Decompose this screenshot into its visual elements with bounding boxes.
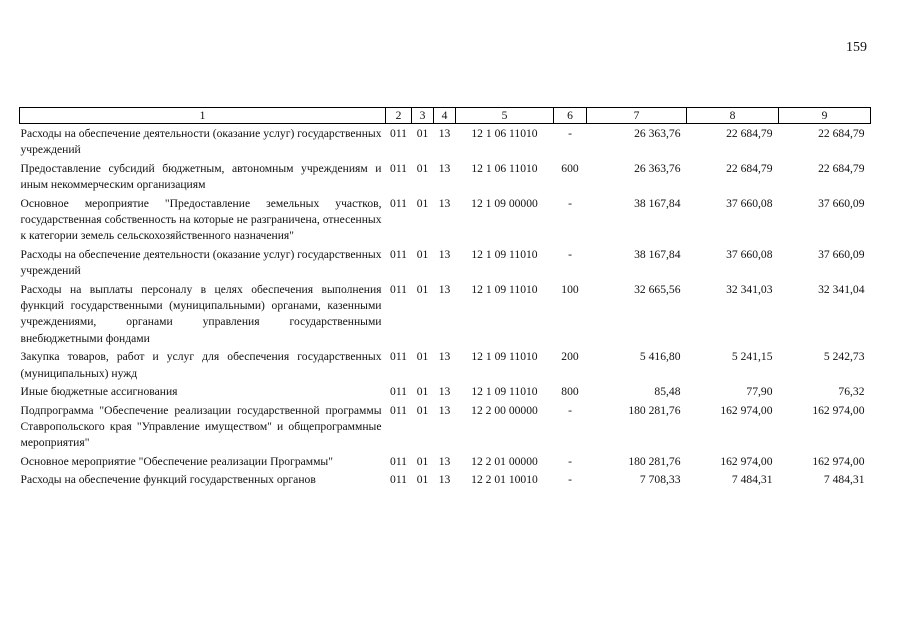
page-number: 159 [846, 40, 867, 55]
table-row [20, 124, 871, 159]
table-row [20, 347, 871, 382]
row-name: Закупка товаров, работ и услуг для обеспечения государственных (муниципальных) нужд [20, 350, 382, 380]
row-target: 12 1 09 00000 [471, 196, 538, 210]
table-row [20, 470, 871, 488]
row-section: 01 [416, 161, 429, 175]
col-header: 7 [587, 108, 687, 124]
col-header: 4 [434, 108, 456, 124]
row-vr: 800 [561, 385, 579, 399]
table-row [20, 452, 871, 470]
row-amount-2: 77,90 [746, 385, 773, 399]
row-vr: - [568, 473, 572, 487]
row-amount-3: 162 974,00 [812, 403, 865, 417]
row-section: 01 [416, 127, 429, 140]
row-subsection: 13 [438, 161, 451, 175]
row-subsection: 13 [438, 473, 451, 487]
table-row [20, 159, 871, 194]
table-row [20, 401, 871, 452]
row-amount-1: 5 416,80 [639, 350, 681, 364]
row-target: 12 1 09 11010 [471, 247, 538, 261]
col-header: 3 [412, 108, 434, 124]
row-amount-1: 38 167,84 [634, 196, 681, 210]
row-vr: - [568, 454, 572, 468]
row-code: 011 [390, 385, 407, 399]
row-code: 011 [390, 196, 407, 210]
col-header: 8 [687, 108, 779, 124]
row-subsection: 13 [438, 247, 451, 261]
row-name: Расходы на обеспечение деятельности (оказание услуг) государственных учреждений [20, 127, 382, 157]
col-header: 6 [554, 108, 587, 124]
row-name: Основное мероприятие "Предоставление земельных участков, государственная собственность на которые не разграничена, отнесенных к категории земель сельскохозяйственного назначения" [20, 196, 382, 243]
row-code: 011 [390, 282, 407, 296]
row-amount-1: 32 665,56 [634, 282, 681, 296]
row-amount-1: 26 363,76 [634, 161, 681, 175]
row-name: Предоставление субсидий бюджетным, автономным учреждениям и иным некоммерческим организациям [20, 161, 382, 192]
row-section: 01 [416, 350, 429, 364]
row-amount-3: 37 660,09 [818, 247, 865, 261]
row-amount-1: 38 167,84 [634, 247, 681, 261]
row-target: 12 1 06 11010 [471, 127, 538, 140]
row-vr: 200 [561, 350, 579, 364]
row-name: Расходы на обеспечение функций государственных органов [20, 473, 316, 487]
row-name: Расходы на обеспечение деятельности (оказание услуг) государственных учреждений [20, 247, 382, 278]
row-subsection: 13 [438, 350, 451, 364]
table-row [20, 245, 871, 280]
row-code: 011 [390, 247, 407, 261]
row-amount-3: 37 660,09 [818, 196, 865, 210]
row-code: 011 [390, 161, 407, 175]
row-name: Расходы на выплаты персоналу в целях обеспечения выполнения функций государственными (муниципальными) органами, казенными учреждениями, органами управления государственными внебюджетными фондами [20, 282, 382, 345]
row-name: Иные бюджетные ассигнования [20, 385, 178, 399]
row-amount-1: 7 708,33 [639, 473, 681, 487]
row-subsection: 13 [438, 403, 451, 417]
row-amount-3: 32 341,04 [818, 282, 865, 296]
row-vr: - [568, 127, 572, 140]
row-target: 12 1 06 11010 [471, 161, 538, 175]
row-target: 12 2 01 00000 [471, 454, 538, 468]
row-amount-1: 26 363,76 [634, 127, 681, 140]
row-subsection: 13 [438, 385, 451, 399]
row-section: 01 [416, 385, 429, 399]
row-target: 12 1 09 11010 [471, 282, 538, 296]
row-amount-3: 76,32 [838, 385, 865, 399]
table-row [20, 194, 871, 245]
row-section: 01 [416, 473, 429, 487]
row-target: 12 2 01 10010 [471, 473, 538, 487]
row-amount-2: 32 341,03 [726, 282, 773, 296]
row-subsection: 13 [438, 282, 451, 296]
row-vr: - [568, 403, 572, 417]
row-amount-3: 5 242,73 [823, 350, 865, 364]
row-vr: - [568, 196, 572, 210]
row-name: Основное мероприятие "Обеспечение реализации Программы" [20, 454, 333, 468]
row-amount-3: 7 484,31 [823, 473, 865, 487]
row-amount-2: 5 241,15 [731, 350, 773, 364]
row-section: 01 [416, 403, 429, 417]
row-vr: 100 [561, 282, 579, 296]
row-subsection: 13 [438, 127, 451, 140]
row-amount-1: 180 281,76 [628, 403, 681, 417]
row-name: Подпрограмма "Обеспечение реализации государственной программы Ставропольского края "Управление имуществом" и общепрограммные мероприятия" [20, 403, 382, 450]
row-amount-2: 37 660,08 [726, 247, 773, 261]
row-section: 01 [416, 282, 429, 296]
table-row [20, 382, 871, 400]
row-code: 011 [390, 403, 407, 417]
row-target: 12 1 09 11010 [471, 350, 538, 364]
col-header: 2 [386, 108, 412, 124]
row-section: 01 [416, 454, 429, 468]
col-header: 1 [20, 108, 386, 124]
row-subsection: 13 [438, 196, 451, 210]
row-subsection: 13 [438, 454, 451, 468]
row-amount-2: 162 974,00 [720, 454, 773, 468]
row-amount-2: 162 974,00 [720, 403, 773, 417]
row-section: 01 [416, 196, 429, 210]
row-amount-3: 22 684,79 [818, 127, 865, 140]
row-amount-1: 85,48 [654, 385, 681, 399]
row-section: 01 [416, 247, 429, 261]
row-target: 12 2 00 00000 [471, 403, 538, 417]
row-amount-3: 22 684,79 [818, 161, 865, 175]
row-amount-2: 37 660,08 [726, 196, 773, 210]
row-vr: 600 [561, 161, 579, 175]
row-code: 011 [390, 454, 407, 468]
col-header: 5 [456, 108, 554, 124]
row-amount-1: 180 281,76 [628, 454, 681, 468]
budget-table [19, 107, 871, 489]
header-row [20, 108, 871, 124]
row-amount-2: 22 684,79 [726, 161, 773, 175]
row-code: 011 [390, 473, 407, 487]
table-row [20, 280, 871, 348]
row-amount-3: 162 974,00 [812, 454, 865, 468]
row-target: 12 1 09 11010 [471, 385, 538, 399]
row-amount-2: 22 684,79 [726, 127, 773, 140]
row-amount-2: 7 484,31 [731, 473, 773, 487]
row-code: 011 [390, 127, 407, 140]
row-code: 011 [390, 350, 407, 364]
col-header: 9 [779, 108, 871, 124]
row-vr: - [568, 247, 572, 261]
